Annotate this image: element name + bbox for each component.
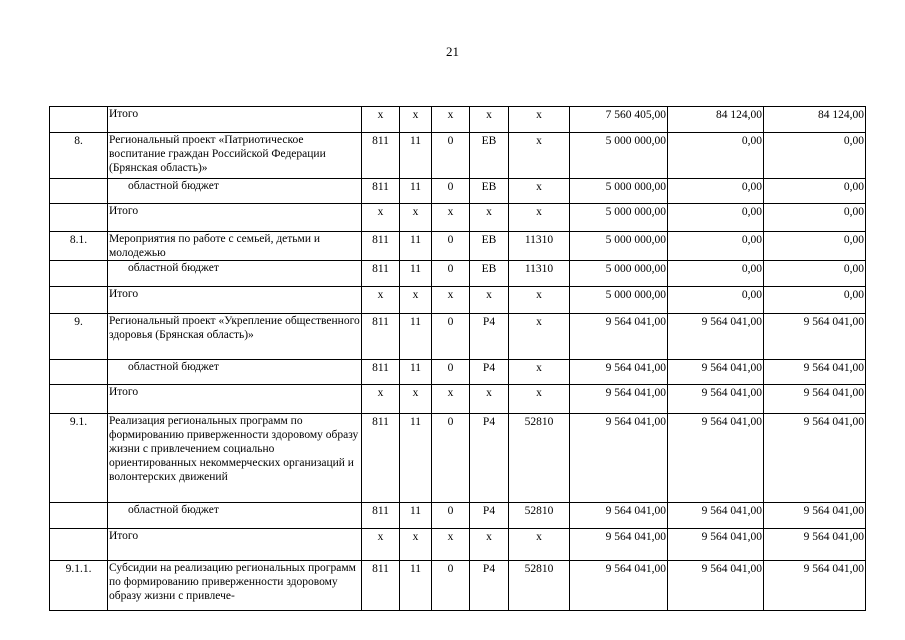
page-number: 21: [446, 44, 459, 59]
direction-code: 52810: [509, 503, 570, 529]
row-number: [50, 287, 108, 314]
table-row: [50, 287, 866, 314]
admin-code: x: [362, 287, 400, 314]
row-description: Региональный проект «Укрепление общественного здоровья (Брянская область)»: [108, 314, 362, 360]
row-number: [50, 107, 108, 133]
row-description: Итого: [108, 529, 362, 561]
admin-code: 811: [362, 232, 400, 261]
admin-code: 811: [362, 503, 400, 529]
program-code: P4: [470, 360, 509, 385]
amount-year-2: 9 564 041,00: [668, 414, 764, 503]
subsection-code: 0: [432, 414, 470, 503]
row-number: 8.1.: [50, 232, 108, 261]
admin-code: 811: [362, 360, 400, 385]
subsection-code: x: [432, 204, 470, 232]
section-code: 11: [400, 414, 432, 503]
section-code: x: [400, 385, 432, 414]
row-number: [50, 204, 108, 232]
amount-year-2: 84 124,00: [668, 107, 764, 133]
program-code: P4: [470, 561, 509, 611]
admin-code: 811: [362, 314, 400, 360]
amount-year-1: 5 000 000,00: [570, 261, 668, 287]
row-description: Региональный проект «Патриотическое воспитание граждан Российской Федерации (Брянская область)»: [108, 133, 362, 179]
direction-code: 52810: [509, 561, 570, 611]
section-code: 11: [400, 360, 432, 385]
amount-year-1: 5 000 000,00: [570, 179, 668, 204]
row-number: 9.: [50, 314, 108, 360]
row-number: [50, 503, 108, 529]
row-description: Итого: [108, 107, 362, 133]
direction-code: x: [509, 107, 570, 133]
amount-year-2: 0,00: [668, 204, 764, 232]
amount-year-3: 9 564 041,00: [764, 414, 866, 503]
section-code: x: [400, 204, 432, 232]
section-code: 11: [400, 561, 432, 611]
table-row: [50, 179, 866, 204]
row-description: Мероприятия по работе с семьей, детьми и молодежью: [108, 232, 362, 261]
direction-code: x: [509, 204, 570, 232]
direction-code: x: [509, 529, 570, 561]
admin-code: 811: [362, 133, 400, 179]
subsection-code: 0: [432, 561, 470, 611]
amount-year-2: 0,00: [668, 287, 764, 314]
amount-year-3: 9 564 041,00: [764, 561, 866, 611]
program-code: EB: [470, 261, 509, 287]
amount-year-2: 9 564 041,00: [668, 561, 764, 611]
amount-year-3: 0,00: [764, 179, 866, 204]
admin-code: x: [362, 529, 400, 561]
amount-year-2: 0,00: [668, 261, 764, 287]
program-code: x: [470, 107, 509, 133]
direction-code: x: [509, 385, 570, 414]
row-description: Итого: [108, 287, 362, 314]
table-row: [50, 314, 866, 360]
amount-year-1: 9 564 041,00: [570, 529, 668, 561]
table-row: [50, 133, 866, 179]
section-code: 11: [400, 179, 432, 204]
amount-year-3: 9 564 041,00: [764, 314, 866, 360]
amount-year-1: 9 564 041,00: [570, 414, 668, 503]
amount-year-1: 5 000 000,00: [570, 204, 668, 232]
subsection-code: x: [432, 529, 470, 561]
amount-year-3: 0,00: [764, 133, 866, 179]
row-number: 9.1.1.: [50, 561, 108, 611]
amount-year-2: 9 564 041,00: [668, 385, 764, 414]
direction-code: x: [509, 179, 570, 204]
row-number: [50, 529, 108, 561]
amount-year-1: 5 000 000,00: [570, 287, 668, 314]
amount-year-1: 9 564 041,00: [570, 314, 668, 360]
direction-code: x: [509, 287, 570, 314]
section-code: x: [400, 529, 432, 561]
row-description: областной бюджет: [108, 261, 362, 287]
program-code: P4: [470, 314, 509, 360]
section-code: 11: [400, 232, 432, 261]
amount-year-2: 0,00: [668, 133, 764, 179]
subsection-code: 0: [432, 360, 470, 385]
program-code: x: [470, 385, 509, 414]
section-code: x: [400, 107, 432, 133]
row-description: Субсидии на реализацию региональных программ по формированию приверженности здоровому образу жизни с привлече-: [108, 561, 362, 611]
section-code: 11: [400, 261, 432, 287]
row-description: областной бюджет: [108, 179, 362, 204]
subsection-code: x: [432, 287, 470, 314]
admin-code: 811: [362, 561, 400, 611]
amount-year-1: 9 564 041,00: [570, 503, 668, 529]
table-row: [50, 360, 866, 385]
row-number: 8.: [50, 133, 108, 179]
subsection-code: 0: [432, 179, 470, 204]
amount-year-3: 0,00: [764, 204, 866, 232]
amount-year-1: 9 564 041,00: [570, 385, 668, 414]
table-row: [50, 561, 866, 611]
program-code: EB: [470, 232, 509, 261]
table-row: [50, 204, 866, 232]
subsection-code: 0: [432, 261, 470, 287]
direction-code: 11310: [509, 261, 570, 287]
admin-code: 811: [362, 261, 400, 287]
admin-code: x: [362, 107, 400, 133]
direction-code: x: [509, 314, 570, 360]
section-code: 11: [400, 503, 432, 529]
row-description: областной бюджет: [108, 503, 362, 529]
admin-code: 811: [362, 414, 400, 503]
amount-year-1: 5 000 000,00: [570, 232, 668, 261]
program-code: P4: [470, 503, 509, 529]
row-number: [50, 385, 108, 414]
amount-year-2: 9 564 041,00: [668, 360, 764, 385]
row-number: [50, 360, 108, 385]
subsection-code: x: [432, 107, 470, 133]
admin-code: x: [362, 204, 400, 232]
subsection-code: 0: [432, 133, 470, 179]
row-number: [50, 179, 108, 204]
row-description: Итого: [108, 385, 362, 414]
admin-code: x: [362, 385, 400, 414]
row-description: Реализация региональных программ по формированию приверженности здоровому образу жизни с привлечением социально ориентированных некоммерческих организаций и волонтерских движений: [108, 414, 362, 503]
subsection-code: 0: [432, 314, 470, 360]
direction-code: x: [509, 360, 570, 385]
program-code: x: [470, 529, 509, 561]
amount-year-1: 9 564 041,00: [570, 561, 668, 611]
table-row: [50, 414, 866, 503]
row-description: областной бюджет: [108, 360, 362, 385]
section-code: 11: [400, 314, 432, 360]
row-description: Итого: [108, 204, 362, 232]
amount-year-1: 5 000 000,00: [570, 133, 668, 179]
program-code: x: [470, 287, 509, 314]
amount-year-3: 9 564 041,00: [764, 360, 866, 385]
amount-year-3: 9 564 041,00: [764, 385, 866, 414]
amount-year-2: 9 564 041,00: [668, 529, 764, 561]
section-code: x: [400, 287, 432, 314]
amount-year-1: 9 564 041,00: [570, 360, 668, 385]
table-row: [50, 232, 866, 261]
section-code: 11: [400, 133, 432, 179]
amount-year-3: 9 564 041,00: [764, 529, 866, 561]
amount-year-2: 0,00: [668, 232, 764, 261]
direction-code: 52810: [509, 414, 570, 503]
program-code: EB: [470, 133, 509, 179]
table-row: [50, 529, 866, 561]
program-code: EB: [470, 179, 509, 204]
budget-table: [49, 106, 866, 611]
amount-year-3: 84 124,00: [764, 107, 866, 133]
amount-year-1: 7 560 405,00: [570, 107, 668, 133]
amount-year-3: 0,00: [764, 261, 866, 287]
subsection-code: 0: [432, 503, 470, 529]
amount-year-3: 9 564 041,00: [764, 503, 866, 529]
row-number: 9.1.: [50, 414, 108, 503]
subsection-code: x: [432, 385, 470, 414]
table-row: [50, 261, 866, 287]
admin-code: 811: [362, 179, 400, 204]
program-code: P4: [470, 414, 509, 503]
row-number: [50, 261, 108, 287]
amount-year-2: 0,00: [668, 179, 764, 204]
subsection-code: 0: [432, 232, 470, 261]
amount-year-3: 0,00: [764, 232, 866, 261]
amount-year-2: 9 564 041,00: [668, 503, 764, 529]
amount-year-2: 9 564 041,00: [668, 314, 764, 360]
program-code: x: [470, 204, 509, 232]
direction-code: 11310: [509, 232, 570, 261]
table-row: [50, 503, 866, 529]
table-row: [50, 385, 866, 414]
table-row: [50, 107, 866, 133]
amount-year-3: 0,00: [764, 287, 866, 314]
direction-code: x: [509, 133, 570, 179]
